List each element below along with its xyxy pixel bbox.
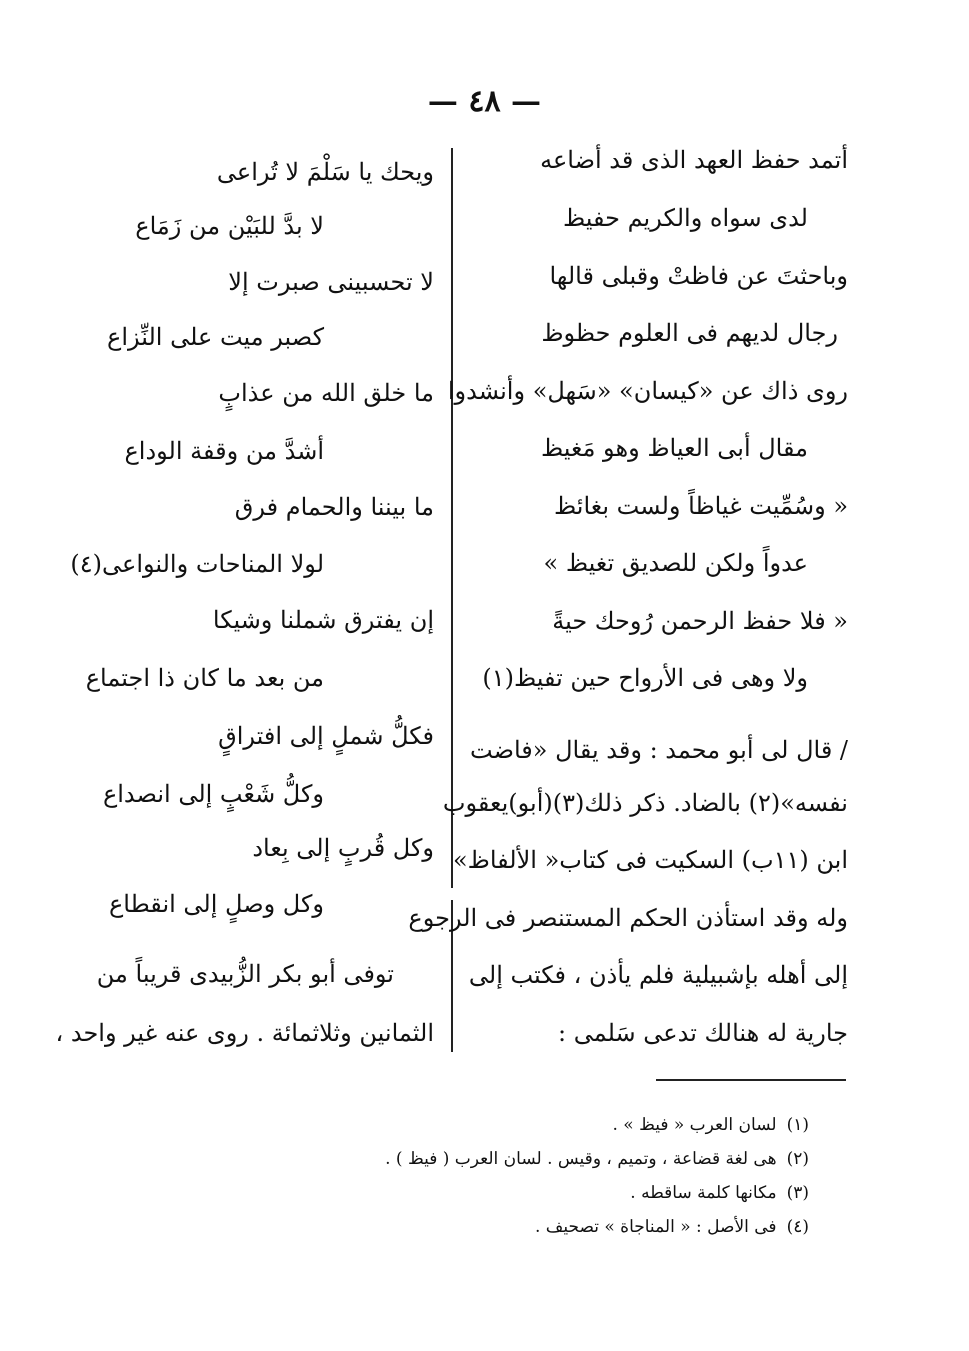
text-line: « وسُمِّيت غياظاً ولست بغائظ xyxy=(553,492,848,520)
text-line: وكلُّ شَعْبٍ إلى انصداع xyxy=(102,780,324,808)
text-line: ولا وهى فى الأرواح حين تفيظ(١) xyxy=(482,664,808,692)
footnote xyxy=(385,1176,809,1210)
text-line: فكلُّ شملٍ إلى افتراقٍ xyxy=(218,722,434,750)
text-line: نفسه»(٢) بالضاد. ذكر ذلك(٣)(أبو)يعقوب xyxy=(442,789,848,817)
text-line: رجال لديهم فى العلوم حظوظ xyxy=(541,319,838,347)
text-line: لدى سواه والكريم حفيظ xyxy=(562,204,808,232)
text-line: « فلا حفظ الرحمن رُوحك حيةً xyxy=(552,607,848,635)
footnote-number: (١) xyxy=(786,1115,809,1135)
text-line: مقال أبى العياظ وهو مَغيظ xyxy=(540,434,808,462)
text-line: وباحثتَ عن فاظتْ وقبلى قالها xyxy=(549,262,848,290)
text-line: توفى أبو بكر الزُّبيدى قريباً من xyxy=(96,960,394,988)
footnote-number: (٤) xyxy=(786,1217,809,1237)
text-line: لا تحسبينى صبرت إلا xyxy=(228,268,434,296)
text-line: إلى أهله بإشبيلية فلم يأذن ، فكتب إلى xyxy=(468,961,848,989)
footnote xyxy=(385,1210,809,1244)
text-line: ابن (١١ب) السكيت فى كتاب« الألفاظ» xyxy=(452,846,848,874)
text-line: إن يفترق شملنا وشيكا xyxy=(212,606,434,634)
text-line: لا بدَّ للبَيْن من زَمَاع xyxy=(135,212,324,240)
text-line: جارية له هنالك تدعى سَلمى : xyxy=(558,1019,848,1047)
page-number: — ٤٨ — xyxy=(427,84,542,119)
footnote-number: (٣) xyxy=(786,1183,809,1203)
text-line: وكل قُربٍ إلى بِعاد xyxy=(252,834,434,862)
text-line: ويحك يا سَلْمَ لا تُراعى xyxy=(216,158,434,186)
footnote-text: هى لغة قضاعة ، وتميم ، وقيس . لسان العرب ( فيظ ) . xyxy=(385,1149,777,1169)
text-line: أتمد حفظ العهد الذى قد أضاعه xyxy=(540,146,848,174)
text-line: الثمانين وثلاثمائة . روى عنه غير واحد ، xyxy=(55,1019,434,1047)
text-line: من بعد ما كان ذا اجتماع xyxy=(85,664,324,692)
footnotes xyxy=(385,1108,809,1244)
footnote-number: (٢) xyxy=(786,1149,809,1169)
footnote-text: فى الأصل : « المناجاة » تصحيف . xyxy=(534,1217,777,1237)
footnote-rule xyxy=(656,1079,846,1081)
text-line: وله وقد استأذن الحكم المستنصر فى الرجوع xyxy=(408,904,848,932)
footnote xyxy=(385,1108,809,1142)
text-line: عدواً ولكن للصديق تغيظ » xyxy=(543,549,808,577)
text-line: أشدَّ من وقفة الوداع xyxy=(124,437,324,465)
text-line: كصبر ميت على النِّزاع xyxy=(107,323,324,351)
text-line: / قال لى أبو محمد : وقد يقال «فاضت xyxy=(470,736,848,764)
text-line: ما بيننا والحمام فرق xyxy=(234,493,434,521)
footnote-text: مكانها كلمة ساقطه . xyxy=(630,1183,777,1203)
text-line: وكل وصلٍ إلى انقطاع xyxy=(108,890,324,918)
footnote xyxy=(385,1142,809,1176)
footnote-text: لسان العرب « فيظ » . xyxy=(612,1115,777,1135)
text-line: لولا المناحات والنواعى(٤) xyxy=(70,550,324,578)
text-line: روى ذاك عن «كيسان» «سَهل» وأنشدوا xyxy=(447,377,848,405)
text-line: ما خلق الله من عذابٍ xyxy=(218,379,434,407)
column-divider-top xyxy=(451,148,453,888)
